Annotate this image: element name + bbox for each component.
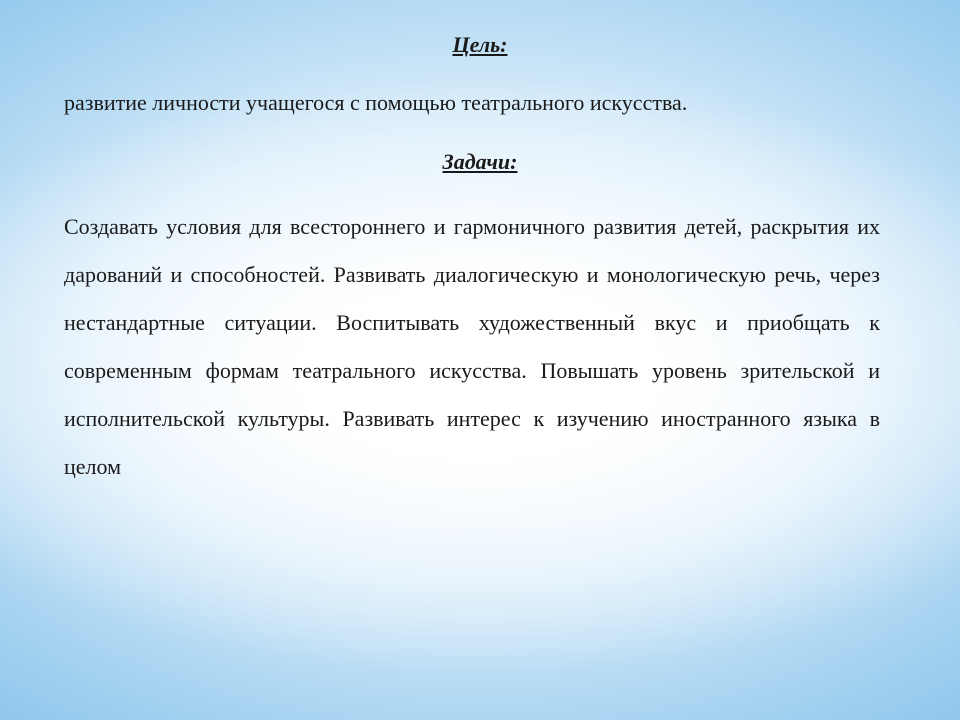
tasks-text: Создавать условия для всестороннего и гармоничного развития детей, раскрытия их дарований и способностей. Развивать диалогическую и монологическую речь, через нестандартные ситуации. Воспитывать художественный вкус и приобщать к современным формам театрального искусства. Повышать уровень зрительской и исполнительской культуры. Развивать интерес к изучению иностранного языка в целом (64, 214, 880, 479)
goal-text: развитие личности учащегося с помощью театрального искусства. (64, 90, 688, 115)
tasks-heading: Задачи: (442, 149, 518, 174)
goal-heading: Цель: (452, 32, 508, 57)
